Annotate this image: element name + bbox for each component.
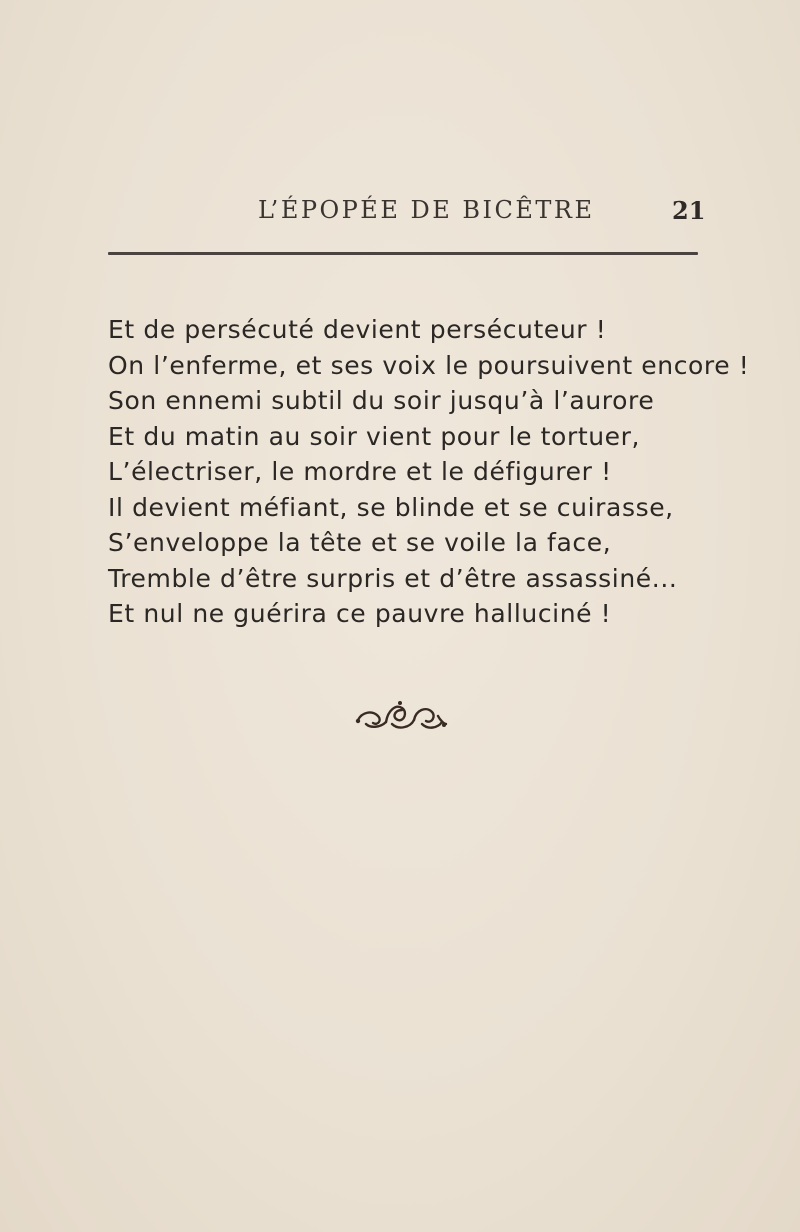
poem-line: Et nul ne guérira ce pauvre halluciné ! bbox=[108, 599, 612, 628]
poem-line: Et du matin au soir vient pour le tortuer, bbox=[108, 421, 641, 451]
running-title: L’ÉPOPÉE DE BICÊTRE bbox=[258, 196, 595, 224]
poem-line: S’enveloppe la tête et se voile la face, bbox=[108, 528, 612, 557]
fleuron-ornament-icon bbox=[352, 694, 448, 734]
poem-stanza bbox=[108, 312, 750, 632]
header-rule bbox=[108, 252, 698, 255]
poem-line: Son ennemi subtil du soir jusqu’à l’aurore bbox=[108, 386, 655, 415]
poem-line: Tremble d’être surpris et d’être assassiné... bbox=[108, 563, 678, 593]
poem-line: Il devient méfiant, se blinde et se cuirasse, bbox=[108, 492, 674, 522]
page-number: 21 bbox=[672, 196, 706, 225]
poem-line: L’électriser, le mordre et le défigurer ! bbox=[108, 457, 612, 486]
poem-line: Et de persécuté devient persécuteur ! bbox=[108, 315, 607, 344]
poem-line: On l’enferme, et ses voix le poursuivent encore ! bbox=[108, 350, 750, 380]
page-header bbox=[0, 196, 800, 236]
